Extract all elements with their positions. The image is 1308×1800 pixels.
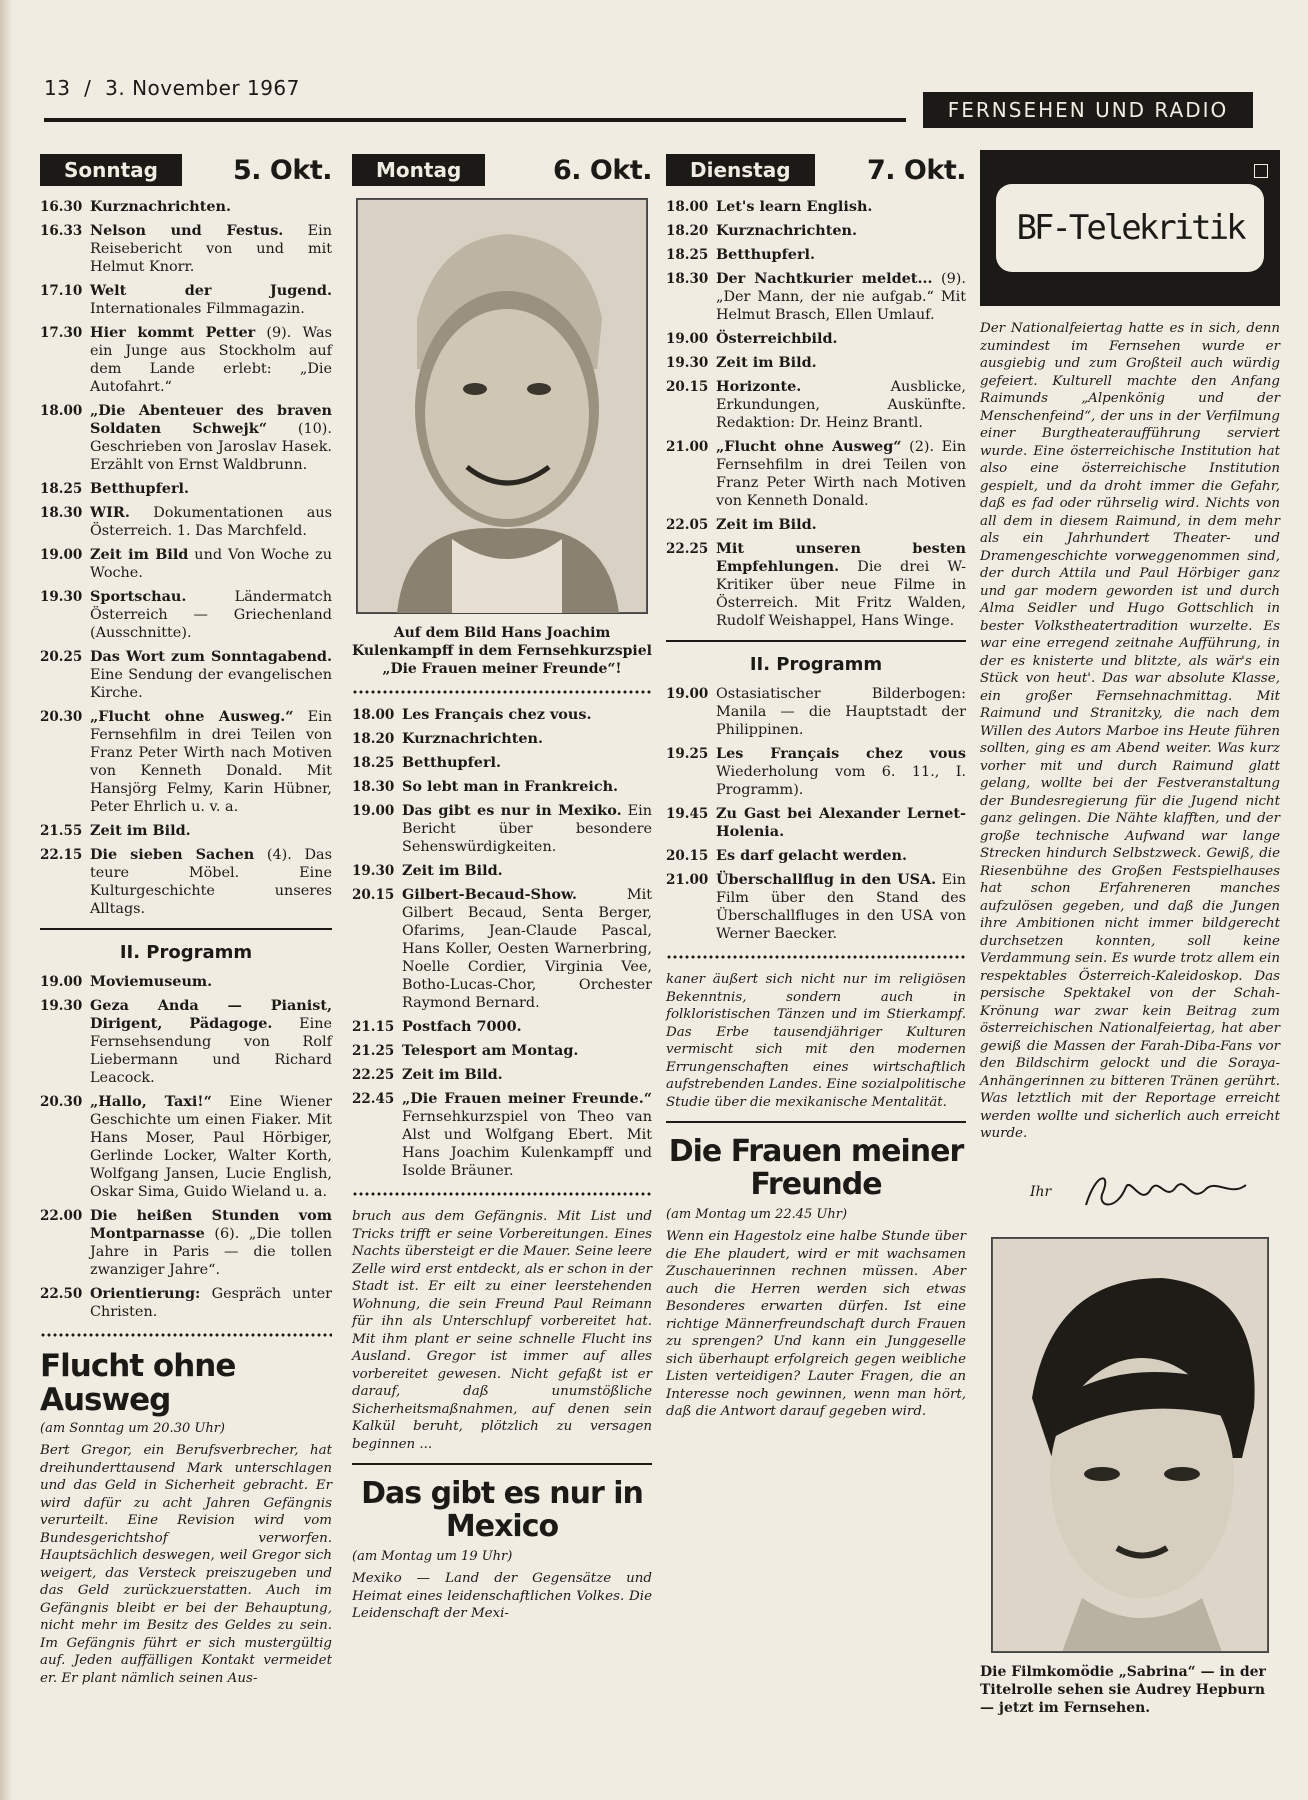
entry-text: Gespräch unter Christen. xyxy=(90,1286,332,1320)
entry-time: 20.15 xyxy=(666,848,709,864)
entry-time: 21.25 xyxy=(352,1043,395,1059)
entry-time: 18.00 xyxy=(666,199,709,215)
program-2-list xyxy=(40,973,332,1321)
entry-title: Sportschau. xyxy=(90,588,187,605)
program-entry xyxy=(40,1285,332,1321)
entry-text: Ausblicke, Erkundungen, Auskünfte. Redaktion: Dr. Heinz Brantl. xyxy=(716,379,966,431)
entry-title: Moviemuseum. xyxy=(90,973,213,990)
entry-title: Überschallflug in den USA. xyxy=(716,871,937,888)
portrait-photo xyxy=(356,198,648,614)
entry-body xyxy=(90,198,332,216)
corner-icon xyxy=(1254,164,1268,178)
entry-body xyxy=(90,402,332,474)
program-entry xyxy=(666,222,966,240)
entry-time: 22.15 xyxy=(40,847,83,863)
entry-title: Les Français chez vous xyxy=(716,745,966,762)
divider xyxy=(666,1121,966,1123)
entry-body xyxy=(402,1066,652,1084)
entry-title: Horizonte. xyxy=(716,378,802,395)
dotted-divider xyxy=(352,690,652,694)
entry-time: 17.10 xyxy=(40,283,83,299)
entry-text: Eine Sendung der evangelischen Kirche. xyxy=(90,667,332,701)
entry-title: Zeit im Bild. xyxy=(90,822,191,839)
entry-time: 17.30 xyxy=(40,325,83,341)
entry-title: „Flucht ohne Ausweg“ xyxy=(716,438,902,455)
entry-title: Betthupferl. xyxy=(90,480,190,497)
article-text: Bert Gregor, ein Berufsverbrecher, hat dreihunderttausend Mark unterschlagen und das Geld in Sicherheit gebracht. Er wird dafür zu acht Jahren Gefängnis verurteilt. Eine Revision wird vom Bundesgerichtshof verworfen. Hauptsächlich deswegen, weil Gregor sich weigert, das Versteck preiszugeben und das Geld zurückzuerstatten. Auch im Gefängnis bleibt er bei der Behauptung, nicht mehr im Besitz des Geldes zu sein. Im Gefängnis führt er sich mustergültig auf. Jeden auffälligen Kontakt vermeidet er. Er plant nämlich seinen Aus- xyxy=(40,1443,332,1686)
article-continuation: kaner äußert sich nicht nur im religiösen Bekenntnis, sondern auch in folkloristischen Tänzen und im Stierkampf. Das Erbe tausendjähriger Kulturen vermischt sich mit den modernen Errungenschaften eines wirtschaftlich aufstrebenden Landes. Eine sozialpolitische Studie über die mexikanische Mentalität. xyxy=(666,972,966,1110)
program-entry xyxy=(40,1093,332,1201)
article-kicker: (am Montag um 22.45 Uhr) xyxy=(666,1207,848,1222)
entry-body xyxy=(716,540,966,630)
entry-text: (2). Ein Fernsehfilm in drei Teilen von Franz Peter Wirth nach Motiven von Kenneth Donald. xyxy=(716,439,967,509)
entry-time: 19.00 xyxy=(666,686,709,702)
dotted-divider xyxy=(666,955,966,959)
entry-time: 19.30 xyxy=(352,863,395,879)
program-entry xyxy=(40,480,332,498)
entry-text: (9). Was ein Junge aus Stockholm auf dem Lande erlebt: „Die Autofahrt.“ xyxy=(90,325,332,395)
entry-body xyxy=(402,802,652,856)
entry-body xyxy=(716,330,966,348)
entry-text: Ländermatch Österreich — Griechenland (Ausschnitte). xyxy=(90,589,332,641)
entry-time: 19.00 xyxy=(40,547,83,563)
program-entry xyxy=(666,378,966,432)
program-entry xyxy=(666,540,966,630)
divider xyxy=(352,1463,652,1465)
entry-time: 18.25 xyxy=(666,247,709,263)
dotted-divider xyxy=(352,1192,652,1196)
entry-body xyxy=(90,1285,332,1321)
program-entry xyxy=(666,270,966,324)
entry-time: 19.45 xyxy=(666,806,709,822)
entry-title: Zeit im Bild. xyxy=(716,354,817,371)
entry-body xyxy=(90,973,332,991)
program-2-list xyxy=(666,685,966,943)
day-heading xyxy=(666,150,966,190)
program-list xyxy=(40,198,332,918)
article-kicker: (am Sonntag um 20.30 Uhr) xyxy=(40,1421,225,1437)
entry-time: 19.00 xyxy=(352,803,395,819)
entry-title: Geza Anda — Pianist, Dirigent, Pädagoge. xyxy=(90,997,332,1032)
program-entry xyxy=(40,973,332,991)
entry-title: „Die Frauen meiner Freunde.“ xyxy=(402,1090,652,1107)
entry-time: 18.00 xyxy=(352,707,395,723)
entry-title: Postfach 7000. xyxy=(402,1018,522,1035)
entry-title: Zeit im Bild. xyxy=(402,862,503,879)
photo-caption: Die Filmkomödie „Sabrina“ — in der Titelrolle sehen sie Audrey Hepburn — jetzt im Fernsehen. xyxy=(980,1663,1266,1716)
entry-text: (6). „Die tollen Jahre in Paris — die tollen zwanziger Jahre“. xyxy=(90,1226,332,1278)
dotted-divider xyxy=(40,1333,332,1337)
entry-text: (10). Geschrieben von Jaroslav Hasek. Erzählt von Ernst Waldbrunn. xyxy=(90,421,332,473)
program-entry xyxy=(352,1066,652,1084)
entry-body xyxy=(716,354,966,372)
entry-body xyxy=(402,730,652,748)
entry-time: 18.30 xyxy=(352,779,395,795)
entry-body xyxy=(90,1093,332,1201)
entry-time: 20.30 xyxy=(40,709,83,725)
entry-body xyxy=(402,778,652,796)
entry-text: Ein Fernsehfilm in drei Teilen von Franz Peter Wirth nach Motiven von Kenneth Donald. Mit Hansjörg Felmy, Karin Hübner, Peter Ehrlich u. v. a. xyxy=(90,709,332,815)
page-header xyxy=(44,76,300,100)
program-entry xyxy=(666,847,966,865)
entry-title: WIR. xyxy=(90,504,130,521)
program-entry xyxy=(40,504,332,540)
entry-text: Die drei W-Kritiker über neue Filme in Österreich. Mit Fritz Walden, Rudolf Weishappel, Hans Winge. xyxy=(716,559,966,629)
entry-text: Mit Gilbert Becaud, Senta Berger, Ofarims, Jean-Claude Pascal, Hans Koller, Oesten Warnerbring, Noelle Cordier, Virginia Vee, Botho-Lucas-Chor, Orchester Raymond Bernard. xyxy=(402,887,652,1011)
program-list xyxy=(352,706,652,1180)
entry-title: Hier kommt Petter xyxy=(90,324,256,341)
program-entry xyxy=(40,546,332,582)
article-headline: Flucht ohne Ausweg xyxy=(40,1348,236,1419)
entry-time: 20.30 xyxy=(40,1094,83,1110)
entry-body xyxy=(716,745,966,799)
issue-date: 3. November 1967 xyxy=(105,76,300,100)
entry-body xyxy=(90,822,332,840)
entry-time: 21.00 xyxy=(666,439,709,455)
entry-text: Ostasiatischer Bilderbogen: Manila — die Hauptstadt der Philippinen. xyxy=(716,686,966,738)
telekritik-banner xyxy=(980,150,1280,306)
program-entry xyxy=(666,330,966,348)
entry-time: 20.15 xyxy=(666,379,709,395)
entry-time: 19.00 xyxy=(40,974,83,990)
program-entry xyxy=(352,886,652,1012)
column-dienstag xyxy=(666,150,966,1421)
entry-text: Dokumentationen aus Österreich. 1. Das Marchfeld. xyxy=(90,505,332,539)
program-2-heading: II. Programm xyxy=(749,654,883,675)
day-heading xyxy=(352,150,652,190)
entry-body xyxy=(402,1090,652,1180)
entry-body xyxy=(402,1018,652,1036)
program-entry xyxy=(40,282,332,318)
program-entry xyxy=(40,997,332,1087)
entry-title: Es darf gelacht werden. xyxy=(716,847,907,864)
entry-title: Zeit im Bild xyxy=(90,546,189,563)
entry-body xyxy=(90,480,332,498)
entry-time: 22.50 xyxy=(40,1286,83,1302)
signature-prefix: Ihr xyxy=(1030,1183,1052,1200)
day-date: 7. Okt. xyxy=(866,154,966,186)
signature-mark xyxy=(1081,1167,1251,1217)
entry-title: Let's learn English. xyxy=(716,198,873,215)
article-headline: Die Frauen meiner Freunde xyxy=(668,1134,964,1202)
entry-body xyxy=(402,886,652,1012)
section-title: FERNSEHEN UND RADIO xyxy=(923,92,1253,128)
program-entry xyxy=(40,846,332,918)
entry-body xyxy=(716,438,966,510)
program-entry xyxy=(40,1207,332,1279)
entry-title: Zeit im Bild. xyxy=(402,1066,503,1083)
signature-block xyxy=(1030,1167,1280,1217)
entry-time: 20.15 xyxy=(352,887,395,903)
header-rule xyxy=(44,118,906,122)
entry-title: „Flucht ohne Ausweg.“ xyxy=(90,708,294,725)
entry-body xyxy=(90,648,332,702)
program-entry xyxy=(666,805,966,841)
entry-time: 22.45 xyxy=(352,1091,395,1107)
column-telekritik xyxy=(980,150,1280,1717)
program-entry xyxy=(352,1018,652,1036)
entry-body xyxy=(716,378,966,432)
entry-title: Die sieben Sachen xyxy=(90,846,255,863)
entry-time: 22.25 xyxy=(352,1067,395,1083)
entry-time: 19.30 xyxy=(666,355,709,371)
entry-time: 18.20 xyxy=(352,731,395,747)
entry-text: und Von Woche zu Woche. xyxy=(90,547,332,581)
entry-body xyxy=(90,708,332,816)
entry-title: Österreichbild. xyxy=(716,330,838,347)
photo-caption: Auf dem Bild Hans Joachim Kulenkampff in dem Fernsehkurzspiel „Die Frauen meiner Freunde“! xyxy=(352,625,652,677)
entry-body xyxy=(716,198,966,216)
entry-title: Nelson und Festus. xyxy=(90,222,284,239)
divider xyxy=(666,640,966,642)
entry-time: 19.25 xyxy=(666,746,709,762)
entry-time: 18.25 xyxy=(352,755,395,771)
article-text: Mexiko — Land der Gegensätze und Heimat eines leidenschaftlichen Volkes. Die Leidenschaft der Mexi- xyxy=(352,1571,652,1621)
entry-body xyxy=(716,847,966,865)
program-entry xyxy=(666,516,966,534)
day-date: 5. Okt. xyxy=(232,154,332,186)
program-entry xyxy=(40,198,332,216)
entry-text: Ein Reisebericht von und mit Helmut Knorr. xyxy=(90,223,333,275)
entry-body xyxy=(716,685,966,739)
entry-title: Das Wort zum Sonntagabend. xyxy=(90,648,332,665)
entry-body xyxy=(90,846,332,918)
entry-title: Zeit im Bild. xyxy=(716,516,817,533)
program-entry xyxy=(352,1042,652,1060)
divider xyxy=(40,928,332,930)
entry-time: 19.30 xyxy=(40,589,83,605)
entry-body xyxy=(90,324,332,396)
column-sonntag xyxy=(40,150,332,1687)
entry-time: 18.30 xyxy=(666,271,709,287)
entry-text: Wiederholung vom 6. 11., I. Programm). xyxy=(716,764,966,798)
program-entry xyxy=(352,754,652,772)
entry-body xyxy=(90,588,332,642)
program-entry xyxy=(352,1090,652,1180)
program-entry xyxy=(352,706,652,724)
entry-title: Betthupferl. xyxy=(402,754,502,771)
program-entry xyxy=(666,745,966,799)
article-text: Wenn ein Hagestolz eine halbe Stunde über die Ehe plaudert, wird er mit wachsamen Zuschauerinnen rechnen müssen. Aber auch die Herren werden sich etwas Besonderes erwarten dürfen. Ist eine richtige Männerfreundschaft durch Frauen zu sprengen? Und kann ein Junggeselle sich überhaupt erfolgreich gegen weibliche Listen verteidigen? Lauter Fragen, die an Interesse noch gewinnen, wenn man hört, daß die Antwort darauf gegeben wird. xyxy=(666,1229,966,1419)
entry-text: Eine Wiener Geschichte um einen Fiaker. Mit Hans Moser, Paul Hörbiger, Gerlinde Locker, Walter Korth, Wolfgang Jansen, Lucie English, Oskar Sima, Guido Wieland u. a. xyxy=(90,1094,332,1200)
article-kicker: (am Montag um 19 Uhr) xyxy=(352,1549,513,1564)
program-entry xyxy=(40,402,332,474)
entry-time: 22.00 xyxy=(40,1208,83,1224)
day-label: Dienstag xyxy=(666,154,815,186)
program-entry xyxy=(666,871,966,943)
entry-body xyxy=(716,516,966,534)
entry-body xyxy=(716,270,966,324)
entry-text: (9). „Der Mann, der nie aufgab.“ Mit Helmut Brasch, Ellen Umlauf. xyxy=(716,271,966,323)
entry-time: 21.00 xyxy=(666,872,709,888)
entry-title: Telesport am Montag. xyxy=(402,1042,579,1059)
entry-body xyxy=(716,871,966,943)
column-montag xyxy=(352,150,652,1623)
entry-title: „Hallo, Taxi!“ xyxy=(90,1093,212,1110)
article-headline: Das gibt es nur in Mexico xyxy=(361,1476,643,1544)
entry-time: 21.15 xyxy=(352,1019,395,1035)
program-entry xyxy=(40,822,332,840)
day-heading xyxy=(40,150,332,190)
entry-time: 21.55 xyxy=(40,823,83,839)
program-entry xyxy=(352,862,652,880)
entry-time: 19.30 xyxy=(40,998,83,1014)
entry-body xyxy=(402,862,652,880)
entry-title: Das gibt es nur in Mexiko. xyxy=(402,802,622,819)
entry-title: Gilbert-Becaud-Show. xyxy=(402,886,577,903)
entry-time: 19.00 xyxy=(666,331,709,347)
entry-body xyxy=(90,1207,332,1279)
header-separator: / xyxy=(84,76,92,100)
entry-time: 22.05 xyxy=(666,517,709,533)
entry-time: 18.25 xyxy=(40,481,83,497)
program-entry xyxy=(40,648,332,702)
entry-title: Der Nachtkurier meldet... xyxy=(716,270,933,287)
entry-body xyxy=(402,706,652,724)
entry-title: Kurznachrichten. xyxy=(90,198,231,215)
entry-time: 18.30 xyxy=(40,505,83,521)
entry-body xyxy=(402,1042,652,1060)
program-entry xyxy=(40,222,332,276)
entry-body xyxy=(90,504,332,540)
entry-title: Zu Gast bei Alexander Lernet-Holenia. xyxy=(716,805,966,840)
day-label: Sonntag xyxy=(40,154,182,186)
entry-time: 18.20 xyxy=(666,223,709,239)
program-entry xyxy=(666,438,966,510)
entry-body xyxy=(716,222,966,240)
entry-title: Welt der Jugend. xyxy=(90,282,332,299)
entry-body xyxy=(90,222,332,276)
entry-time: 16.30 xyxy=(40,199,83,215)
entry-text: Fernsehkurzspiel von Theo van Alst und Wolfgang Ebert. Mit Hans Joachim Kulenkampff und Isolde Bräuner. xyxy=(402,1109,652,1179)
entry-title: Mit unseren besten Empfehlungen. xyxy=(716,540,966,575)
program-list xyxy=(666,198,966,630)
program-entry xyxy=(40,324,332,396)
page-spine xyxy=(0,0,12,1800)
entry-title: Betthupferl. xyxy=(716,246,816,263)
entry-title: Die heißen Stunden vom Montparnasse xyxy=(90,1207,332,1242)
entry-title: Kurznachrichten. xyxy=(402,730,543,747)
program-entry xyxy=(666,246,966,264)
telekritik-text: Der Nationalfeiertag hatte es in sich, denn zumindest im Fernsehen wurde er ausgiebig und zum Großteil auch würdig gefeiert. Kulturell machte den Anfang Raimunds „Alpenkönig und der Menschenfeind“, der uns in der Verfilmung einer Burgtheateraufführung serviert wurde. Eine österreichische Institution hat also eine österreichische Institution gespielt, und da droht immer die Gefahr, daß es fad oder rührselig wird. Nichts von all dem in diesem Raimund, in dem mehr als ein Jahrhundert Theater- und Dramengeschichte vorweggenommen sind, der durch Attila und Paul Hörbiger ganz und gar modern geworden ist und durch Alma Seidler und Hugo Gottschlich in bester Volkstheatertradition wurzelte. Es war eine erregend zeitnahe Aufführung, in der es knisterte und blitzte, als wär's ein Stück von heut'. Das war absolute Klasse, ein großer Fernsehnachmittag. Mit Raimund und Stranitzky, die nach dem Willen des Autors Marboe ins Heute führen sollten, ging es am Abend weiter. Was kurz vorher mit und durch Raimund glatt gelang, wollte bei der Festveranstaltung der Bundesregierung für die Jugend nicht ganz gelingen. Die Nähte klafften, und der große technische Aufwand war lange Strecken hindurch Selbstzweck. Gewiß, die Riesenbühne des Großen Festspielhauses hat schon Erfahreneren manches aufzulösen gegeben, und daß die Jungen ihre Ambitionen nicht immer bildgerecht durchsetzen konnten, soll keine Verdammung sein. Es wurde trotz allem ein respektables Österreich-Kaleidoskop. Das persische Spektakel von der Schah-Krönung war zwar kein Beitrag zum österreichischen Nationalfeiertag, hat aber gewiß die Massen der Farah-Diba-Fans vor den Bildschirm gelockt und die Soraya-Anhängerinnen zu bitteren Tränen gerührt. Was letztlich mit der Reportage erreicht werden wollte und sicherlich auch erreicht wurde. xyxy=(980,321,1280,1141)
entry-text: Ein Film über den Stand des Überschallfluges in den USA von Werner Baecker. xyxy=(716,872,966,942)
article-continuation: bruch aus dem Gefängnis. Mit List und Tricks trifft er seine Vorbereitungen. Eines Nachts übersteigt er die Mauer. Seine leere Zelle wird erst entdeckt, als er schon in der Stadt ist. Er eilt zu einer leerstehenden Wohnung, die sein Freund Paul Reimann für ihn als Unterschlupf vorbereitet hat. Mit ihm plant er seine schnelle Flucht ins Ausland. Gregor ist immer auf alles vorbereitet gewesen. Nicht gefaßt ist er darauf, daß unumstößliche Sicherheitsmaßnahmen, auf denen sein Kalkül beruht, plötzlich zu versagen beginnen ... xyxy=(352,1209,652,1452)
entry-body xyxy=(716,805,966,841)
page-number: 13 xyxy=(44,76,71,100)
entry-title: Kurznachrichten. xyxy=(716,222,857,239)
entry-time: 20.25 xyxy=(40,649,83,665)
program-entry xyxy=(40,708,332,816)
program-entry xyxy=(352,802,652,856)
entry-body xyxy=(90,282,332,318)
sabrina-photo xyxy=(991,1237,1269,1653)
entry-text: (4). Das teure Möbel. Eine Kulturgeschichte unseres Alltags. xyxy=(90,847,332,917)
program-entry xyxy=(352,730,652,748)
entry-body xyxy=(402,754,652,772)
entry-text: Ein Bericht über besondere Sehenswürdigkeiten. xyxy=(402,803,652,855)
program-2-heading: II. Programm xyxy=(119,942,253,963)
entry-body xyxy=(90,546,332,582)
entry-time: 18.00 xyxy=(40,403,83,419)
program-entry xyxy=(666,198,966,216)
entry-title: „Die Abenteuer des braven Soldaten Schwejk“ xyxy=(90,402,332,437)
entry-title: So lebt man in Frankreich. xyxy=(402,778,619,795)
entry-body xyxy=(716,246,966,264)
day-date: 6. Okt. xyxy=(552,154,652,186)
entry-text: Internationales Filmmagazin. xyxy=(90,301,305,317)
entry-title: Les Français chez vous. xyxy=(402,706,592,723)
program-entry xyxy=(666,685,966,739)
day-label: Montag xyxy=(352,154,485,186)
program-entry xyxy=(40,588,332,642)
program-entry xyxy=(352,778,652,796)
program-entry xyxy=(666,354,966,372)
entry-text: Eine Fernsehsendung von Rolf Liebermann und Richard Leacock. xyxy=(90,1016,332,1086)
entry-body xyxy=(90,997,332,1087)
entry-title: Orientierung: xyxy=(90,1285,201,1302)
entry-time: 22.25 xyxy=(666,541,709,557)
telekritik-title: BF-Telekritik xyxy=(996,184,1264,272)
entry-time: 16.33 xyxy=(40,223,83,239)
